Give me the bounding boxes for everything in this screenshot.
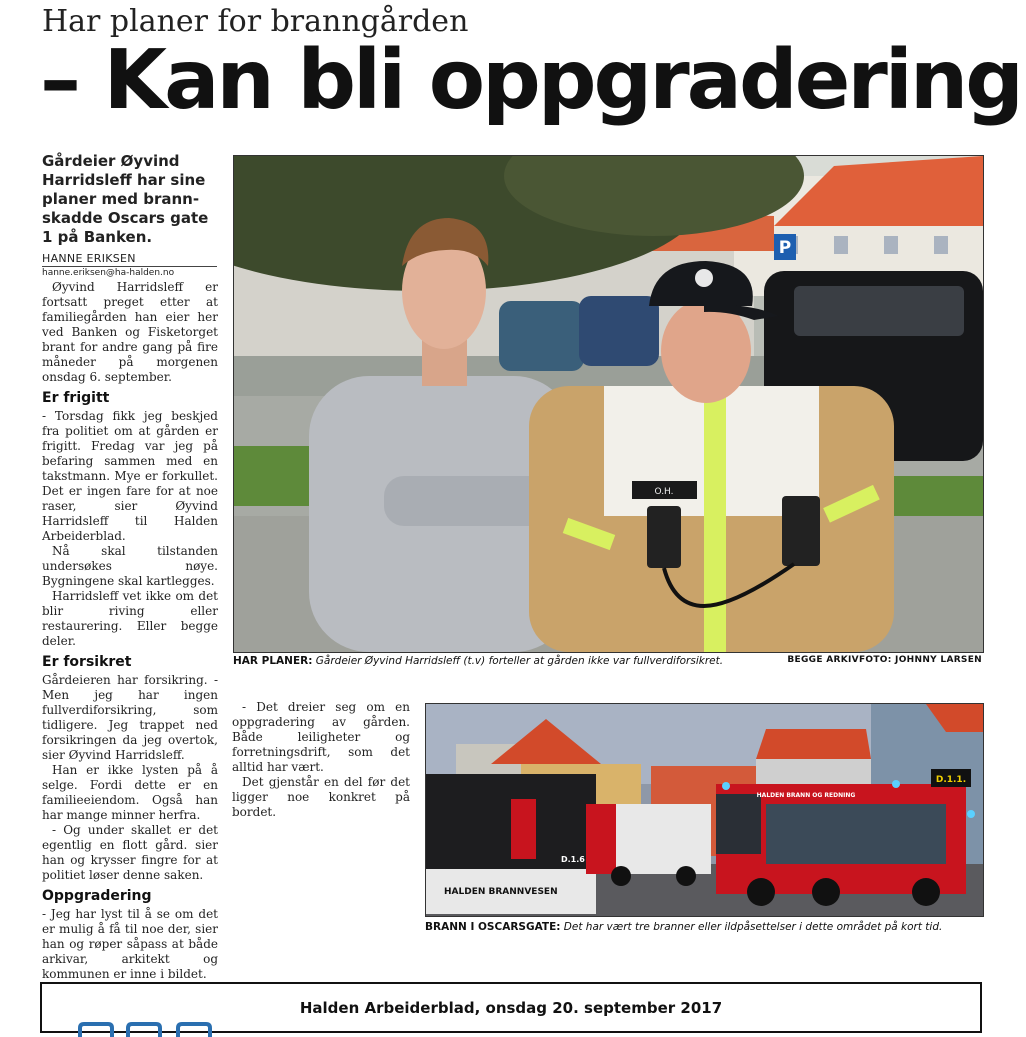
byline xyxy=(42,252,217,278)
truck-text-left: HALDEN BRANNVESEN xyxy=(444,887,558,897)
photo-caption-2 xyxy=(425,921,982,933)
article-headline: – Kan bli oppgradering xyxy=(40,33,1021,128)
byline-email: hanne.eriksen@ha-halden.no xyxy=(42,266,217,278)
paragraph: - Og under skallet er det egentlig en flott gård. sier han og krysser fingre for at politiet løser denne saken. xyxy=(42,823,218,882)
paragraph: - Torsdag fikk jeg beskjed fra politiet om at gården er frigitt. Fredag var jeg på befaring sammen med en takstmann. Mye er forkullet. Det er ingen fare for at noe raser, sier Øyvind Harridsleff til Halden Arbeiderblad. xyxy=(42,409,218,543)
caption-text: Det har vært tre branner eller ildpåsettelser i dette området på kort tid. xyxy=(563,921,943,933)
article-kicker: Har planer for branngården xyxy=(42,4,469,39)
article-column-1 xyxy=(42,280,218,982)
article-column-2 xyxy=(232,700,410,820)
next-page-fragment xyxy=(78,1022,258,1037)
byline-name: HANNE ERIKSEN xyxy=(42,252,136,265)
truck-code-left: D.1.6 xyxy=(561,855,585,864)
article-intro: Øyvind Harridsleff er fortsatt preget etter at familiegården han eier her ved Banken og Fisketorget brant for andre gang på fire måneder på morgenen onsdag 6. september. xyxy=(42,280,218,384)
paragraph: Det gjenstår en del før det ligger noe konkret på bordet. xyxy=(232,775,410,819)
photo-caption-1 xyxy=(233,655,982,667)
photo-owner-and-firefighter xyxy=(233,155,984,653)
caption-text: Gårdeier Øyvind Harridsleff (t.v) forteller at gården ikke var fullverdiforsikret. xyxy=(315,655,724,667)
truck-code-right: D.1.1. xyxy=(935,775,967,785)
photo-fire-trucks xyxy=(425,703,984,917)
paragraph: Harridsleff vet ikke om det blir riving eller restaurering. Eller begge deler. xyxy=(42,589,218,648)
article-ingress: Gårdeier Øyvind Harridsleff har sine planer med brann-skadde Oscars gate 1 på Banken. xyxy=(42,152,209,246)
paragraph: - Jeg har lyst til å se om det er mulig å få til noe der, sier han og røper såpass at både arkivar, arkitekt og kommunen er inne i bildet. xyxy=(42,907,218,981)
section-heading: Oppgradering xyxy=(42,888,152,904)
truck-text-right: HALDEN BRANN OG REDNING xyxy=(756,792,856,799)
paragraph: Nå skal tilstanden undersøkes nøye. Bygningene skal kartlegges. xyxy=(42,544,218,588)
paragraph: Gårdeieren har forsikring. - Men jeg har ingen fullverdiforsikring, som tidligere. Jeg trappet ned forsikringen da jeg overtok, sier Øyvind Harridsleff. xyxy=(42,673,218,762)
caption-label: BRANN I OSCARSGATE: xyxy=(425,921,561,933)
caption-label: HAR PLANER: xyxy=(233,655,313,667)
section-heading: Er frigitt xyxy=(42,390,110,406)
section-heading: Er forsikret xyxy=(42,654,132,670)
source-footer: Halden Arbeiderblad, onsdag 20. september 2017 xyxy=(40,982,982,1033)
photo-credit: BEGGE ARKIVFOTO: JOHNNY LARSEN xyxy=(787,655,982,665)
paragraph: Han er ikke lysten på å selge. Fordi dette er en familieeiendom. Også han har mange minner herfra. xyxy=(42,763,218,822)
parking-sign-label: P xyxy=(778,238,792,258)
radio-label: O.H. xyxy=(654,487,674,497)
paragraph: - Det dreier seg om en oppgradering av gården. Både leiligheter og forretningsdrift, som det alltid har vært. xyxy=(232,700,410,774)
